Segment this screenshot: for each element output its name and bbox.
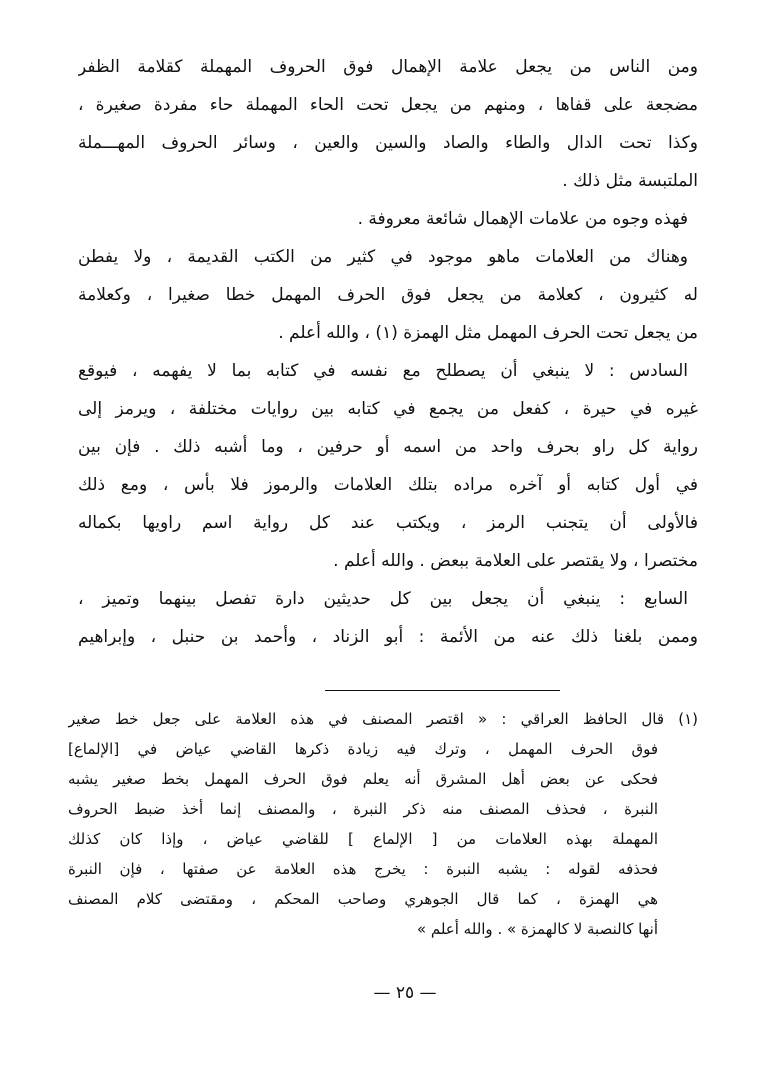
text-line: من يجعل تحت الحرف المهمل مثل الهمزة (١) ، والله أعلم . — [278, 323, 698, 343]
footnote-line: هي الهمزة ، كما قال الجوهري وصاحب المحكم ، ومقتضى كلام المصنف — [68, 890, 658, 908]
text-line: مضجعة على قفاها ، ومنهم من يجعل تحت الحاء المهملة حاء مفردة صغيرة ، — [78, 95, 698, 115]
footnote-line: المهملة بهذه العلامات من [ الإلماع ] للقاضي عياض ، وإذا كان كذلك — [68, 830, 658, 848]
footnote-line: فحكى عن بعض أهل المشرق أنه يعلم فوق الحرف المهمل بخط صغير يشبه — [68, 770, 658, 788]
text-line: وكذا تحت الدال والطاء والصاد والسين والعين ، وسائر الحروف المهـــملة — [78, 133, 698, 153]
footnotes-block — [68, 704, 698, 944]
text-line: رواية كل راو بحرف واحد من اسمه أو حرفين ، وما أشبه ذلك . فإن بين — [78, 437, 698, 457]
text-line: وممن بلغنا ذلك عنه من الأئمة : أبو الزناد ، وأحمد بن حنبل ، وإبراهيم — [78, 627, 698, 647]
main-text-block — [78, 48, 698, 656]
footnote-divider — [325, 690, 560, 691]
text-line: له كثيرون ، كعلامة من يجعل فوق الحرف المهمل خطا صغيرا ، وكعلامة — [78, 285, 698, 305]
footnote-line: النبرة ، فحذف المصنف منه ذكر النبرة ، والمصنف إنما أخذ ضبط الحروف — [68, 800, 658, 818]
page-number: — ٢٥ — — [373, 983, 437, 1003]
footnote-line: فوق الحرف المهمل ، وترك فيه زيادة ذكرها القاضي عياض في [الإلماع] — [68, 740, 658, 758]
text-line: ومن الناس من يجعل علامة الإهمال فوق الحروف المهملة كقلامة الظفر — [78, 57, 698, 77]
text-line: في أول كتابه أو آخره مراده بتلك العلامات والرموز فلا بأس ، ومع ذلك — [78, 475, 698, 495]
footnote-line: فحذفه لقوله : يشبه النبرة : يخرج هذه العلامة عن صفتها ، فإن النبرة — [68, 860, 658, 878]
text-line: وهناك من العلامات ماهو موجود في كثير من الكتب القديمة ، ولا يفطن — [78, 247, 688, 267]
text-line: السادس : لا ينبغي أن يصطلح مع نفسه في كتابه بما لا يفهمه ، فيوقع — [78, 361, 688, 381]
text-line: فهذه وجوه من علامات الإهمال شائعة معروفة . — [357, 209, 688, 229]
text-line: مختصرا ، ولا يقتصر على العلامة ببعض . والله أعلم . — [333, 551, 698, 571]
text-line: السابع : ينبغي أن يجعل بين كل حديثين دارة تفصل بينهما وتميز ، — [78, 589, 688, 609]
text-line: غيره في حيرة ، كفعل من يجمع في كتابه بين روايات مختلفة ، ويرمز إلى — [78, 399, 698, 419]
text-line: فالأولى أن يتجنب الرمز ، ويكتب عند كل رواية اسم راويها بكماله — [78, 513, 698, 533]
text-line: الملتبسة مثل ذلك . — [562, 171, 698, 191]
footnote-line: (١) قال الحافظ العراقي : « اقتصر المصنف في هذه العلامة على جعل خط صغير — [68, 710, 698, 728]
footnote-line: أنها كالنصبة لا كالهمزة » . والله أعلم » — [416, 920, 658, 938]
